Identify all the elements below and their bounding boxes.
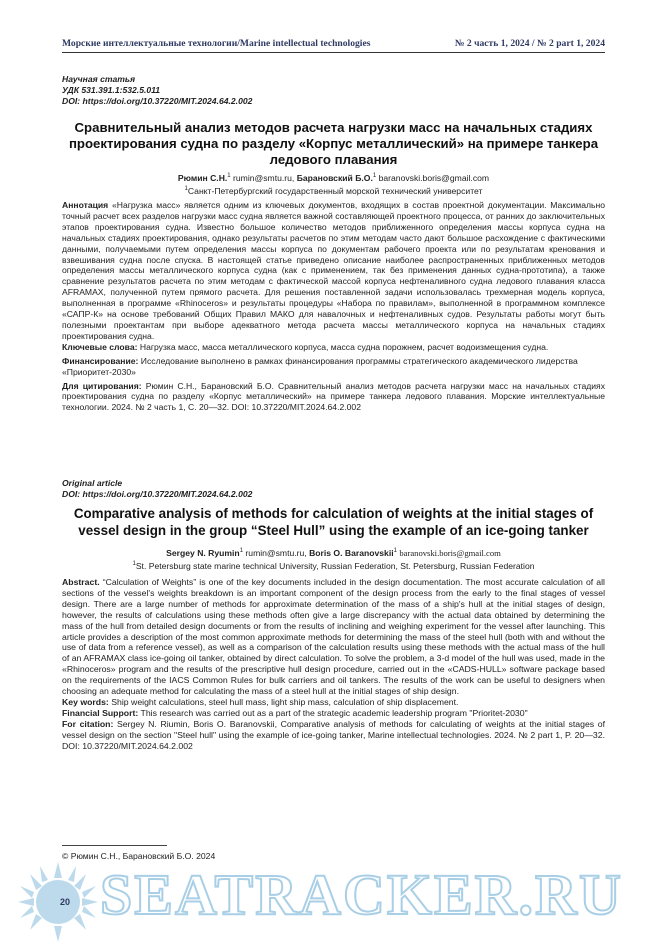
- ru-title-block: [62, 120, 605, 168]
- en-abstract: [62, 577, 605, 697]
- ru-author-1-sup: 1: [227, 173, 231, 179]
- page-number: 20: [60, 897, 71, 907]
- ru-citation-text: Рюмин С.Н., Барановский Б.О. Сравнительный анализ методов расчета нагрузки масс на начальных стадиях проектирования судна по разделу «Корпус металлический» на примере танкера ледового плавания. Морские интеллектуальные технологии. 2024. № 2 часть 1, С. 20—32. DOI: 10.37220/MIT.2024.64.2.002: [62, 380, 605, 413]
- ru-author-1: Рюмин С.Н.: [177, 172, 228, 183]
- ru-author-2-email[interactable]: baranovski.boris@gmail.com: [378, 172, 490, 183]
- ru-authors-block: [62, 171, 605, 197]
- en-affiliation: [62, 559, 605, 572]
- ru-affiliation-sup: 1: [184, 185, 188, 192]
- en-keywords-label: Key words:: [62, 696, 109, 707]
- ru-author-2: Барановский Б.О.: [296, 172, 373, 183]
- en-authors: [62, 546, 605, 559]
- en-keywords-text: Ship weight calculations, steel hull mass, light ship mass, calculation of ship displacement.: [111, 696, 459, 707]
- en-keywords: [62, 697, 605, 708]
- en-funding-label: Financial Support:: [62, 707, 139, 718]
- header-divider: [62, 52, 605, 53]
- ru-title: Сравнительный анализ методов расчета нагрузки масс на начальных стадиях проектирования судна по разделу «Корпус металлический» на примере танкера ледового плавания: [68, 120, 599, 167]
- en-author-1-sup: 1: [239, 548, 244, 554]
- ru-udc: УДК 531.391.1:532.5.011: [62, 85, 161, 95]
- en-citation-text: Sergey N. Riumin, Boris O. Baranovskii, Comparative analysis of methods for calculating of weights at the initial stages of vessel design on the section "Steel hull" using the example of ice-going tanker, Marine intellectual technologies. 2024. № 2 part 1, P. 20—32. DOI: 10.37220/MIT.2024.64.2.002: [62, 718, 605, 751]
- watermark-text: SEATRACKER.RU: [100, 862, 623, 927]
- ru-abstract-label: Аннотация: [62, 200, 109, 210]
- en-author-2: Boris O. Baranovskii: [309, 547, 394, 558]
- journal-name: Морские интеллектуальные технологии/Marine intellectual technologies: [62, 38, 371, 49]
- en-meta: [62, 478, 605, 500]
- en-body: [62, 577, 605, 752]
- ru-keywords-label: Ключевые слова:: [62, 341, 138, 352]
- en-funding: [62, 708, 605, 719]
- ru-citation-label: Для цитирования:: [62, 380, 142, 391]
- en-title-block: [62, 505, 605, 539]
- ru-keywords: [62, 342, 605, 353]
- ru-keywords-text: Нагрузка масс, масса металлического корпуса, масса судна порожнем, расчет водоизмещения судна.: [139, 341, 549, 352]
- ru-funding-label: Финансирование:: [62, 355, 139, 366]
- en-author-2-email[interactable]: baranovski.boris@gmail.com: [399, 547, 501, 558]
- en-author-2-sup: 1: [393, 548, 397, 554]
- issue-number: № 2 часть 1, 2024 / № 2 part 1, 2024: [454, 38, 605, 49]
- ru-funding: [62, 356, 605, 378]
- en-doi[interactable]: DOI: https://doi.org/10.37220/MIT.2024.64.2.002: [62, 489, 253, 499]
- en-title: Comparative analysis of methods for calculation of weights at the initial stages of vessel design in the group “Steel Hull” using the example of an ice-going tanker: [73, 506, 594, 538]
- ru-abstract-text: «Нагрузка масс» является одним из ключевых документов, входящих в состав проектной документации. Максимально точный расчет всех разделов нагрузки масс судна является важной составляющей проектного процесса, от ранних до заключительных этапов проектирования судна. Известно большое количество методов приближенного определения массы корпуса судна на начальных стадиях проектирования, однако результаты расчетов по этим методам часто дают большое расхождение с фактическими данными, получаемыми путем определения массы корпуса по документам рабочего проекта или по результатам кренования и взвешивания судна после спуска. В настоящей статье приведено описание наиболее распространенных приближенных методов определения массы металлического корпуса судна (как с применением, так без применения данных судна-прототипа), а также сравнение результатов расчета по этим методам с фактической массой корпуса нефтеналивного судна ледового плавания класса AFRAMAX, полученной путем прямого расчета. Для решения поставленной задачи использовалась трехмерная модель корпуса, выполненная в программе «Rhinoceros» и результаты процедуры «Набора по правилам», выполненной в программном комплексе «САПР-К» на основе требований Общих Правил МАКО для навалочных и нефтеналивных судов. Результаты работы могут быть полезными проектантам при выборе адекватного метода расчета массы металлического корпуса на начальных стадиях проектирования судна.: [62, 200, 605, 341]
- en-abstract-text: “Calculation of Weights” is one of the key documents included in the design documentation. The most accurate calculation of all sections of the vessel's weights breakdown is an important component of the design process from the early to the final stages of vessel design. There are a large number of methods for approximate determination of the mass of a ship's hull at the initial stages of design, however, the results of calculations using these methods often give a large discrepancy with the actual data obtained by determining the mass of the hull from detailed design documents or from the results of inclining and weighing experiment for the vessel after launching. This article provides a description of the most common approximate methods for determining the mass of the steel hull (both with and without the use of data from a reference vessel), as well as a comparison of the calculation results using these methods with the actual mass of the hull of an AFRAMAX class ice-going oil tanker, obtained by direct calculation. To solve the problem, a 3-d model of the hull was used, made in the «Rhinoceros» program and the results of the prescriptive hull design procedure, carried out in the «CADS-HULL» software package based on the requirements of the IACS Common Rules for bulk carriers and oil tankers. The results of the work can be useful to designers when choosing an adequate method for calculating the mass of a steel hull at the initial stages of ship design.: [62, 577, 605, 697]
- ru-meta: [62, 74, 605, 107]
- en-citation-label: For citation:: [62, 718, 114, 729]
- ru-doi[interactable]: DOI: https://doi.org/10.37220/MIT.2024.64.2.002: [62, 96, 253, 106]
- en-author-1-email[interactable]: rumin@smtu.ru,: [245, 547, 307, 558]
- en-funding-text: This research was carried out as a part of the strategic academic leadership program "Prioritet-2030": [140, 707, 528, 718]
- ru-authors: [62, 171, 605, 184]
- ru-funding-text: Исследование выполнено в рамках финансирования программы стратегического академического лидерства «Приоритет-2030»: [62, 355, 578, 377]
- ru-body: [62, 200, 605, 413]
- copyright-notice: © Рюмин С.Н., Барановский Б.О. 2024: [62, 851, 216, 861]
- ru-author-2-sup: 1: [372, 173, 377, 179]
- en-affiliation-text: St. Petersburg state marine technical University, Russian Federation, St. Petersburg, Russian Federation: [135, 560, 535, 571]
- ru-citation: [62, 381, 605, 414]
- en-citation: [62, 719, 605, 752]
- ru-affiliation-text: Санкт-Петербургский государственный морской технический университет: [187, 185, 483, 196]
- en-author-1: Sergey N. Ryumin: [166, 547, 240, 558]
- en-abstract-label: Abstract.: [62, 577, 100, 587]
- footnote-divider: [62, 845, 167, 846]
- ru-abstract: [62, 200, 605, 342]
- ru-article-type: Научная статья: [62, 74, 136, 84]
- en-authors-block: [62, 546, 605, 572]
- ru-author-1-email[interactable]: rumin@smtu.ru,: [233, 172, 295, 183]
- en-article-type: Original article: [62, 478, 123, 488]
- en-affiliation-sup: 1: [132, 560, 136, 567]
- ru-affiliation: [62, 184, 605, 197]
- running-header: [62, 38, 605, 49]
